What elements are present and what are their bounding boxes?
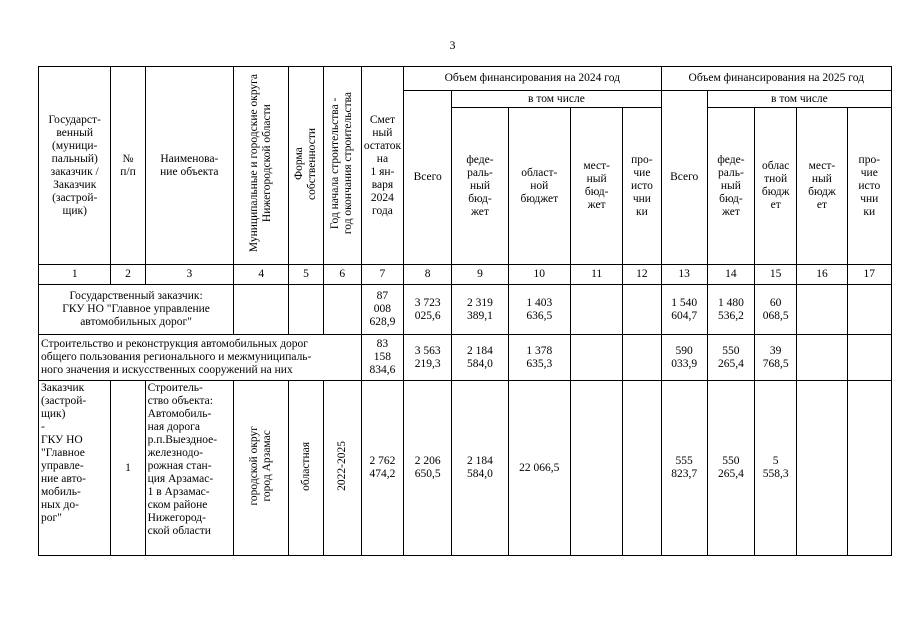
- total-2024-cell: 2 206 650,5: [404, 381, 452, 556]
- local-2024-cell: [570, 285, 622, 335]
- header-remaining: Смет ный остаток на 1 ян- варя 2024 года: [361, 67, 403, 265]
- col-number: 13: [661, 265, 707, 285]
- other-2025-cell: [847, 335, 891, 381]
- header-total-2024: Всего: [404, 91, 452, 265]
- header-customer: Государст- венный (муници- пальный) заказчик / Заказчик (застрой- щик): [39, 67, 111, 265]
- other-2025-cell: [847, 381, 891, 556]
- state-customer-label: Государственный заказчик: ГКУ НО "Главное управление автомобильных дорог": [39, 285, 234, 335]
- col-number: 6: [323, 265, 361, 285]
- header-fin-2024: Объем финансирования на 2024 год: [404, 67, 661, 91]
- col-number: 12: [623, 265, 661, 285]
- local-2024-cell: [570, 335, 622, 381]
- col-number: 2: [111, 265, 145, 285]
- local-2024-cell: [570, 381, 622, 556]
- regional-2025-cell: 39 768,5: [755, 335, 797, 381]
- col-number: 10: [508, 265, 570, 285]
- remaining-cell: 83 158 834,6: [361, 335, 403, 381]
- financing-table: [38, 66, 892, 556]
- federal-2025-cell: 550 265,4: [707, 335, 754, 381]
- regional-2024-cell: 1 403 636,5: [508, 285, 570, 335]
- header-other-2025: про- чие исто чни ки: [847, 108, 891, 265]
- header-regional-2025: облас тной бюдж ет: [755, 108, 797, 265]
- header-years: Год начала строительства - год окончания строительства: [323, 67, 361, 265]
- header-row-1: [39, 67, 892, 91]
- col-number: 16: [797, 265, 847, 285]
- total-2025-cell: 590 033,9: [661, 335, 707, 381]
- object-ownership: областная: [289, 381, 323, 556]
- col-number: 17: [847, 265, 891, 285]
- header-federal-2025: феде- раль- ный бюд- жет: [707, 108, 754, 265]
- object-customer: Заказчик (застрой- щик) - ГКУ НО "Главное управле- ние авто- мобиль- ных до- рог": [39, 381, 111, 556]
- header-ownership: Форма собственности: [289, 67, 323, 265]
- regional-2024-cell: 1 378 635,3: [508, 335, 570, 381]
- header-federal-2024: феде- раль- ный бюд- жет: [452, 108, 508, 265]
- header-other-2024: про- чие исто чни ки: [623, 108, 661, 265]
- remaining-cell: 2 762 474,2: [361, 381, 403, 556]
- header-district: Муниципальные и городские округа Нижегородской области: [234, 67, 289, 265]
- header-local-2025: мест- ный бюдж ет: [797, 108, 847, 265]
- column-numbers-row: [39, 265, 892, 285]
- header-including-2024: в том числе: [452, 91, 661, 108]
- other-2024-cell: [623, 381, 661, 556]
- col-number: 14: [707, 265, 754, 285]
- object-district: городской округ город Арзамас: [234, 381, 289, 556]
- total-2025-cell: 555 823,7: [661, 381, 707, 556]
- col-number: 8: [404, 265, 452, 285]
- page-number: 3: [449, 38, 456, 52]
- section-label: Строительство и реконструкция автомобильных дорог общего пользования регионального и межмуниципаль- ного значения и искусственных сооружений на них: [39, 335, 362, 381]
- total-2024-cell: 3 563 219,3: [404, 335, 452, 381]
- col-number: 11: [570, 265, 622, 285]
- federal-2025-cell: 1 480 536,2: [707, 285, 754, 335]
- other-2024-cell: [623, 285, 661, 335]
- regional-2025-cell: 5 558,3: [755, 381, 797, 556]
- other-2024-cell: [623, 335, 661, 381]
- federal-2024-cell: 2 184 584,0: [452, 335, 508, 381]
- object-years: 2022-2025: [323, 381, 361, 556]
- empty-cell: [234, 285, 289, 335]
- col-number: 9: [452, 265, 508, 285]
- table-row-object: [39, 381, 892, 556]
- local-2025-cell: [797, 381, 847, 556]
- local-2025-cell: [797, 285, 847, 335]
- object-num: 1: [111, 381, 145, 556]
- table-row-section: [39, 335, 892, 381]
- col-number: 1: [39, 265, 111, 285]
- other-2025-cell: [847, 285, 891, 335]
- total-2024-cell: 3 723 025,6: [404, 285, 452, 335]
- federal-2025-cell: 550 265,4: [707, 381, 754, 556]
- regional-2025-cell: 60 068,5: [755, 285, 797, 335]
- col-number: 5: [289, 265, 323, 285]
- header-num: № п/п: [111, 67, 145, 265]
- header-regional-2024: област- ной бюджет: [508, 108, 570, 265]
- col-number: 15: [755, 265, 797, 285]
- col-number: 7: [361, 265, 403, 285]
- regional-2024-cell: 22 066,5: [508, 381, 570, 556]
- col-number: 3: [145, 265, 234, 285]
- header-fin-2025: Объем финансирования на 2025 год: [661, 67, 891, 91]
- header-total-2025: Всего: [661, 91, 707, 265]
- total-2025-cell: 1 540 604,7: [661, 285, 707, 335]
- local-2025-cell: [797, 335, 847, 381]
- federal-2024-cell: 2 319 389,1: [452, 285, 508, 335]
- header-object-name: Наименова- ние объекта: [145, 67, 234, 265]
- empty-cell: [289, 285, 323, 335]
- header-including-2025: в том числе: [707, 91, 891, 108]
- federal-2024-cell: 2 184 584,0: [452, 381, 508, 556]
- col-number: 4: [234, 265, 289, 285]
- object-name: Строитель- ство объекта: Автомобиль- ная дорога р.п.Выездное- железнодо- рожная стан- ция Арзамас- 1 в Арзамас- ском районе Нижегород- ской области: [145, 381, 234, 556]
- table-row-state-customer: [39, 285, 892, 335]
- remaining-cell: 87 008 628,9: [361, 285, 403, 335]
- empty-cell: [323, 285, 361, 335]
- header-local-2024: мест- ный бюд- жет: [570, 108, 622, 265]
